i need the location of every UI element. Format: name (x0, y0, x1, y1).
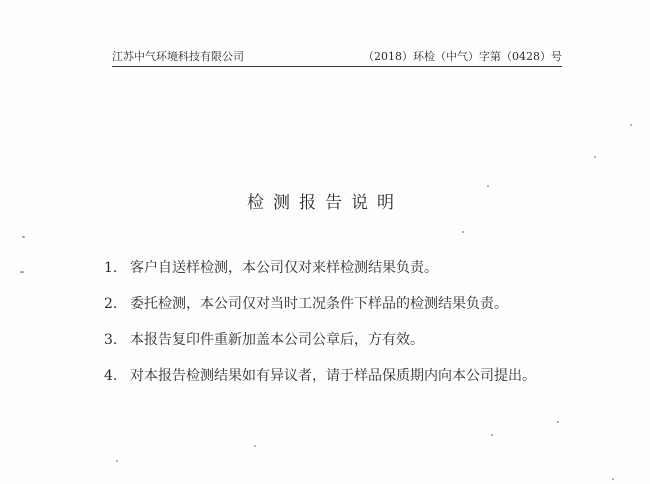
note-item-3 (104, 330, 584, 366)
note-text: 客户自送样检测，本公司仅对来样检测结果负责。 (130, 260, 438, 276)
note-number: 4. (104, 368, 118, 384)
scan-speck (594, 156, 596, 158)
note-text: 对本报告检测结果如有异议者，请于样品保质期内向本公司提出。 (130, 368, 536, 384)
page-title: 检测报告说明 (247, 193, 403, 213)
scan-speck (612, 478, 614, 480)
note-item-4 (104, 366, 584, 402)
notes-list (104, 258, 584, 402)
note-item-1 (104, 258, 584, 294)
scan-speck (487, 185, 489, 187)
document-number: （2018）环检（中气）字第（0428）号 (363, 50, 562, 63)
note-text: 委托检测，本公司仅对当时工况条件下样品的检测结果负责。 (130, 296, 508, 312)
scan-speck (22, 236, 25, 238)
scan-speck (462, 231, 464, 233)
note-number: 3. (104, 332, 118, 348)
note-item-2 (104, 294, 584, 330)
note-number: 1. (104, 260, 118, 276)
scan-speck (557, 421, 559, 423)
scan-speck (116, 460, 118, 462)
note-text: 本报告复印件重新加盖本公司公章后，方有效。 (130, 332, 424, 348)
company-name: 江苏中气环境科技有限公司 (112, 50, 244, 63)
scan-speck (491, 434, 493, 436)
scan-speck (254, 445, 256, 447)
scan-speck (20, 271, 24, 273)
page-header (112, 48, 562, 67)
scan-speck (630, 124, 632, 126)
note-number: 2. (104, 296, 118, 312)
